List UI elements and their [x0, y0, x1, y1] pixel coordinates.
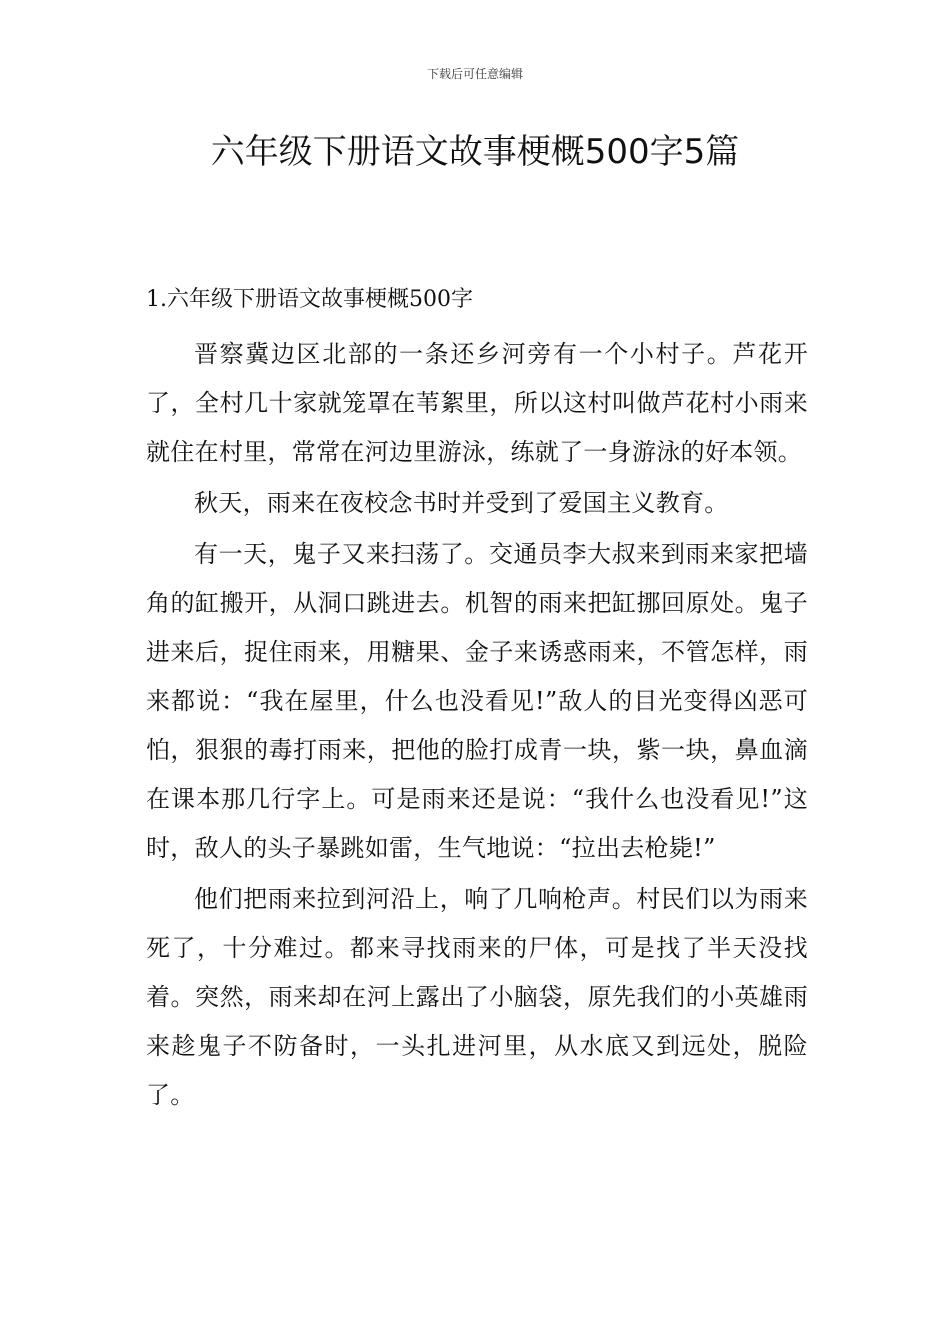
paragraph: 秋天，雨来在夜校念书时并受到了爱国主义教育。 [194, 489, 729, 517]
paragraph: 有一天，鬼子又来扫荡了。交通员李大叔来到雨来家把墙角的缸搬开，从洞口跳进去。机智的雨来把缸挪回原处。鬼子进来后，捉住雨来，用糖果、金子来诱惑雨来，不管怎样，雨来都说：“我在屋里，什么也没看见!”敌人的目光变得凶恶可怕，狠狠的毒打雨来，把他的脸打成青一块，紫一块，鼻血滴在课本那几行字上。可是雨来还是说：“我什么也没看见!”这时，敌人的头子暴跳如雷，生气地说：“拉出去枪毙!” [146, 540, 808, 862]
document-body [146, 280, 808, 1120]
paragraph: 他们把雨来拉到河沿上，响了几响枪声。村民们以为雨来死了，十分难过。都来寻找雨来的尸体，可是找了半天没找着。突然，雨来却在河上露出了小脑袋，原先我们的小英雄雨来趁鬼子不防备时，一头扎进河里，从水底又到远处，脱险了。 [146, 885, 808, 1109]
paragraph: 晋察冀边区北部的一条还乡河旁有一个小村子。芦花开了，全村几十家就笼罩在苇絮里，所以这村叫做芦花村小雨来就住在村里，常常在河边里游泳，练就了一身游泳的好本领。 [146, 340, 808, 466]
header-note: 下载后可任意编辑 [426, 67, 523, 81]
document-title: 六年级下册语文故事梗概500字5篇 [210, 132, 740, 172]
section-heading: 1.六年级下册语文故事梗概500字 [146, 287, 473, 312]
